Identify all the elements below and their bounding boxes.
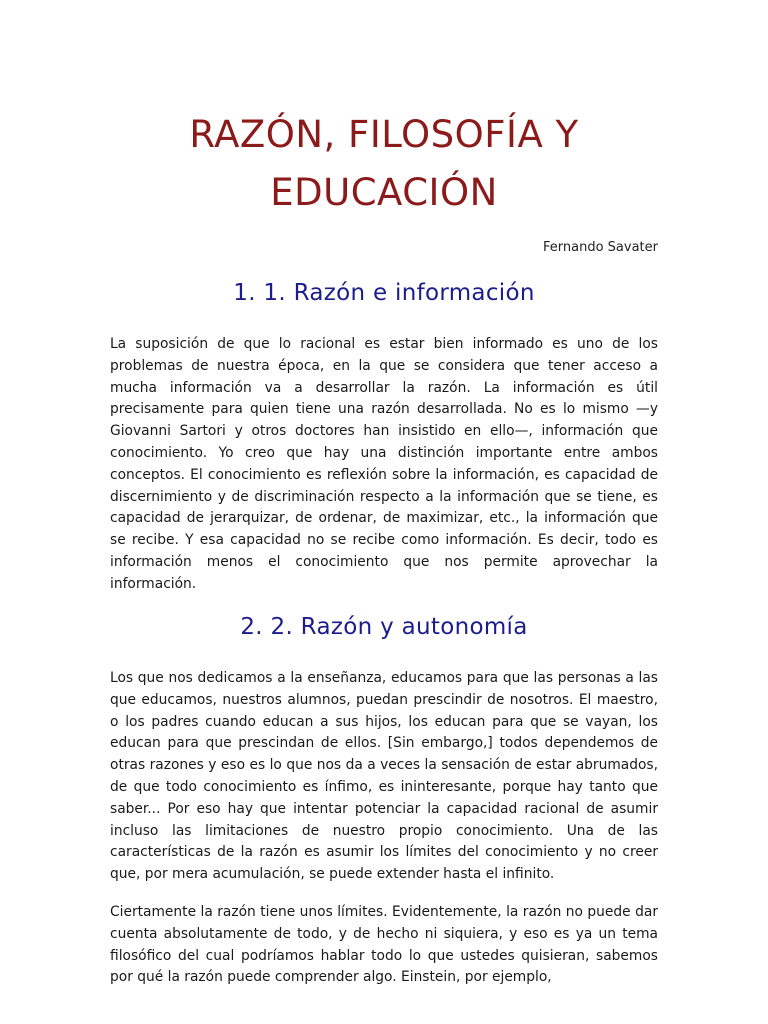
section-heading-1: 1. 1. Razón e información: [233, 280, 535, 306]
document-title: RAZÓN, FILOSOFÍA Y EDUCACIÓN: [189, 113, 579, 214]
section-heading-2: 2. 2. Razón y autonomía: [240, 614, 528, 640]
section-1-paragraph-1: La suposición de que lo racional es estar bien informado es uno de los problemas de nuestra época, en la que se considera que tener acceso a mucha información va a desarrollar la razón. La información es útil precisamente para quien tiene una razón desarrollada. No es lo mismo —y Giovanni Sartori y otros doctores han insistido en ello—, información que conocimiento. Yo creo que hay una distinción importante entre ambos conceptos. El conocimiento es reflexión sobre la información, es capacidad de discernimiento y de discriminación respecto a la información que se tiene, es capacidad de jerarquizar, de ordenar, de maximizar, etc., la información que se recibe. Y esa capacidad no se recibe como información. Es decir, todo es información menos el conocimiento que nos permite aprovechar la información.: [110, 336, 658, 592]
section-2-paragraph-2: Ciertamente la razón tiene unos límites. Evidentemente, la razón no puede dar cuenta absolutamente de todo, y de hecho ni siquiera, y eso es ya un tema filosófico del cual podríamos hablar todo lo que ustedes quisieran, sabemos por qué la razón puede comprender algo. Einstein, por ejemplo,: [110, 904, 658, 986]
author-name: Fernando Savater: [543, 240, 658, 255]
section-2-paragraph-1: Los que nos dedicamos a la enseñanza, educamos para que las personas a las que educamos, nuestros alumnos, puedan prescindir de nosotros. El maestro, o los padres cuando educan a sus hijos, los educan para que se vayan, los educan para que prescindan de ellos. [Sin embargo,] todos dependemos de otras razones y eso es lo que nos da a veces la sensación de estar abrumados, de que todo conocimiento es ínfimo, es ininteresante, porque hay tanto que saber... Por eso hay que intentar potenciar la capacidad racional de asumir incluso las limitaciones de nuestro propio conocimiento. Una de las características de la razón es asumir los límites del conocimiento y no creer que, por mera acumulación, se puede extender hasta el infinito.: [110, 670, 658, 883]
